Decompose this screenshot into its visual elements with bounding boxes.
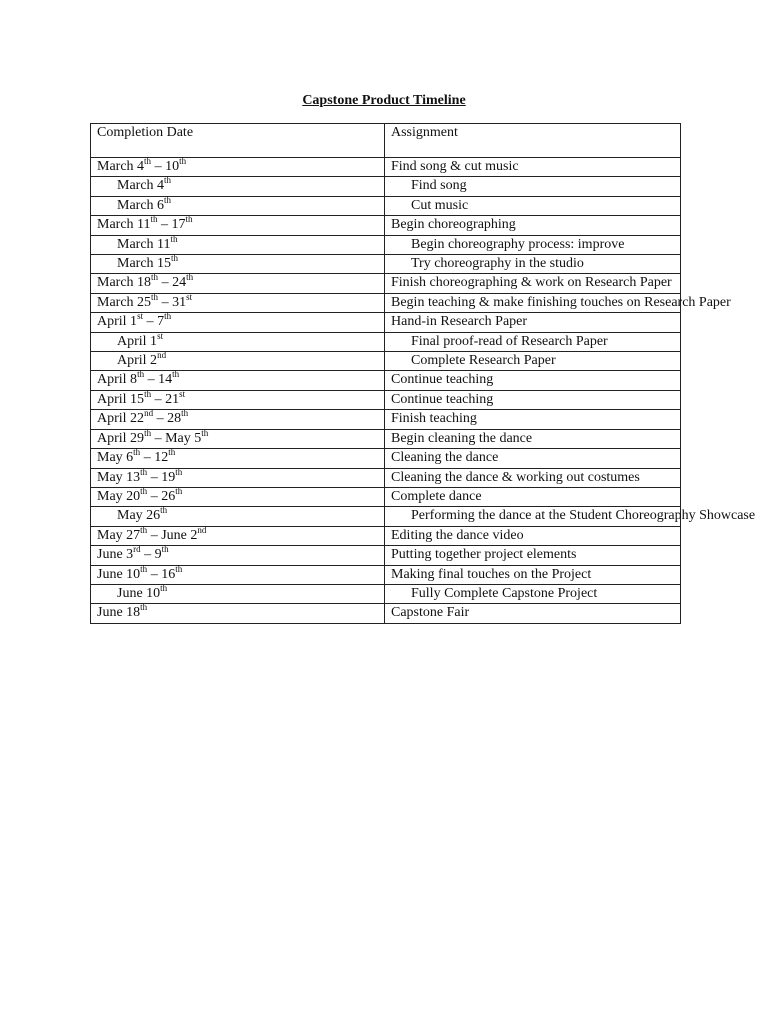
- table-header-row: [91, 124, 681, 158]
- timeline-body: [91, 124, 756, 624]
- completion-date-cell: [91, 584, 385, 603]
- date-ordinal-suffix: st: [186, 291, 193, 302]
- assignment-cell: Fully Complete Capstone Project: [385, 584, 681, 603]
- table-row-subtask: [91, 332, 681, 351]
- table-row-subtask: [91, 352, 681, 371]
- date-text: May 13: [97, 469, 141, 485]
- date-text: June 10: [97, 566, 141, 582]
- date-ordinal-suffix: th: [175, 466, 183, 477]
- assignment-cell: Continue teaching: [385, 371, 681, 390]
- date-text: June 3: [97, 547, 134, 563]
- date-text: – 24: [158, 275, 187, 291]
- date-text: March 4: [97, 159, 145, 174]
- date-text: – 21: [151, 391, 180, 407]
- date-ordinal-suffix: st: [137, 311, 144, 322]
- assignment-cell: Begin choreographing: [385, 216, 681, 235]
- date-text: March 18: [97, 275, 152, 291]
- date-text: June 10: [117, 585, 161, 601]
- assignment-cell: Continue teaching: [385, 390, 681, 409]
- table-row: [91, 158, 681, 177]
- table-row: [91, 468, 681, 487]
- assignment-cell: Cut music: [385, 196, 681, 215]
- table-row: [91, 216, 681, 235]
- date-ordinal-suffix: th: [133, 447, 141, 458]
- assignment-cell: Performing the dance at the Student Choreography Showcase: [385, 507, 681, 526]
- date-ordinal-suffix: th: [137, 369, 145, 380]
- date-text: April 29: [97, 430, 145, 446]
- date-ordinal-suffix: st: [157, 330, 164, 341]
- table-row: [91, 546, 681, 565]
- date-text: April 2: [117, 353, 158, 369]
- completion-date-cell: [91, 274, 385, 293]
- date-ordinal-suffix: th: [161, 544, 169, 555]
- date-ordinal-suffix: th: [171, 253, 179, 264]
- date-ordinal-suffix: th: [160, 582, 168, 593]
- table-row-subtask: [91, 255, 681, 274]
- date-text: – 7: [143, 314, 165, 330]
- completion-date-cell: [91, 507, 385, 526]
- date-text: March 4: [117, 178, 165, 194]
- table-row-subtask: [91, 584, 681, 603]
- date-ordinal-suffix: th: [179, 156, 187, 166]
- assignment-cell: Cleaning the dance: [385, 449, 681, 468]
- page-title: Capstone Product Timeline: [302, 93, 466, 108]
- table-row-subtask: [91, 177, 681, 196]
- date-ordinal-suffix: th: [175, 563, 183, 574]
- assignment-cell: Begin choreography process: improve: [385, 235, 681, 254]
- table-row: [91, 487, 681, 506]
- completion-date-cell: [91, 449, 385, 468]
- completion-date-cell: [91, 371, 385, 390]
- date-ordinal-suffix: th: [160, 505, 168, 516]
- completion-date-cell: [91, 468, 385, 487]
- table-row-subtask: [91, 196, 681, 215]
- assignment-cell: Begin cleaning the dance: [385, 429, 681, 448]
- header-completion-date: Completion Date: [91, 124, 385, 158]
- timeline-table: [90, 123, 756, 624]
- date-ordinal-suffix: th: [144, 427, 152, 438]
- date-ordinal-suffix: th: [144, 388, 152, 399]
- assignment-cell: Putting together project elements: [385, 546, 681, 565]
- completion-date-cell: [91, 546, 385, 565]
- date-text: May 27: [97, 527, 141, 543]
- date-ordinal-suffix: th: [201, 427, 209, 438]
- date-ordinal-suffix: th: [140, 485, 148, 496]
- completion-date-cell: [91, 332, 385, 351]
- completion-date-cell: [91, 390, 385, 409]
- date-text: May 6: [97, 450, 134, 466]
- completion-date-cell: [91, 429, 385, 448]
- date-text: – 31: [158, 294, 187, 310]
- table-row: [91, 390, 681, 409]
- date-ordinal-suffix: st: [179, 388, 186, 399]
- date-ordinal-suffix: nd: [197, 524, 207, 535]
- date-ordinal-suffix: th: [140, 466, 148, 477]
- date-text: – 14: [144, 372, 173, 388]
- assignment-cell: Complete Research Paper: [385, 352, 681, 371]
- date-text: – June 2: [147, 527, 198, 543]
- assignment-cell: Begin teaching & make finishing touches on Research Paper: [385, 293, 681, 312]
- date-text: April 22: [97, 411, 145, 427]
- date-text: March 6: [117, 197, 165, 213]
- completion-date-cell: [91, 352, 385, 371]
- date-text: March 25: [97, 294, 152, 310]
- date-text: April 15: [97, 391, 145, 407]
- table-row: [91, 313, 681, 332]
- date-text: June 18: [97, 605, 141, 621]
- date-ordinal-suffix: th: [164, 311, 172, 322]
- date-text: March 15: [117, 256, 172, 272]
- completion-date-cell: [91, 177, 385, 196]
- assignment-cell: Hand-in Research Paper: [385, 313, 681, 332]
- table-row: [91, 371, 681, 390]
- completion-date-cell: [91, 565, 385, 584]
- date-text: – 28: [153, 411, 182, 427]
- completion-date-cell: [91, 526, 385, 545]
- date-ordinal-suffix: th: [168, 447, 176, 458]
- completion-date-cell: [91, 255, 385, 274]
- date-ordinal-suffix: rd: [133, 544, 141, 555]
- date-ordinal-suffix: th: [185, 214, 193, 225]
- table-row: [91, 410, 681, 429]
- assignment-cell: Editing the dance video: [385, 526, 681, 545]
- date-ordinal-suffix: th: [151, 272, 159, 283]
- assignment-cell: Capstone Fair: [385, 604, 681, 623]
- date-ordinal-suffix: th: [175, 485, 183, 496]
- date-ordinal-suffix: nd: [144, 408, 154, 419]
- completion-date-cell: [91, 293, 385, 312]
- completion-date-cell: [91, 313, 385, 332]
- completion-date-cell: [91, 158, 385, 177]
- assignment-cell: Find song: [385, 177, 681, 196]
- table-row-subtask: [91, 235, 681, 254]
- completion-date-cell: [91, 487, 385, 506]
- date-ordinal-suffix: th: [186, 272, 194, 283]
- table-row: [91, 604, 681, 623]
- date-text: – May 5: [151, 430, 202, 446]
- table-row: [91, 526, 681, 545]
- table-row: [91, 293, 681, 312]
- assignment-cell: Final proof-read of Research Paper: [385, 332, 681, 351]
- table-row: [91, 449, 681, 468]
- assignment-cell: Find song & cut music: [385, 158, 681, 177]
- date-ordinal-suffix: nd: [157, 350, 167, 361]
- date-ordinal-suffix: th: [144, 156, 152, 166]
- date-text: – 26: [147, 488, 176, 504]
- header-assignment: Assignment: [385, 124, 681, 158]
- date-ordinal-suffix: th: [151, 291, 159, 302]
- date-text: May 26: [117, 508, 161, 524]
- table-row: [91, 274, 681, 293]
- date-ordinal-suffix: th: [164, 175, 172, 186]
- completion-date-cell: [91, 196, 385, 215]
- date-text: – 9: [140, 547, 162, 563]
- table-row: [91, 429, 681, 448]
- date-ordinal-suffix: th: [140, 524, 148, 535]
- date-text: – 10: [151, 159, 180, 174]
- assignment-cell: Complete dance: [385, 487, 681, 506]
- date-ordinal-suffix: th: [170, 233, 178, 244]
- date-text: May 20: [97, 488, 141, 504]
- date-ordinal-suffix: th: [140, 563, 148, 574]
- table-row-subtask: [91, 507, 681, 526]
- date-text: April 1: [117, 333, 158, 349]
- date-text: – 16: [147, 566, 176, 582]
- date-text: March 11: [117, 236, 171, 252]
- table-row: [91, 565, 681, 584]
- date-ordinal-suffix: th: [164, 194, 172, 205]
- assignment-cell: Finish teaching: [385, 410, 681, 429]
- date-text: April 1: [97, 314, 138, 330]
- date-ordinal-suffix: th: [172, 369, 180, 380]
- assignment-cell: Cleaning the dance & working out costumes: [385, 468, 681, 487]
- date-text: – 19: [147, 469, 176, 485]
- date-ordinal-suffix: th: [150, 214, 158, 225]
- date-text: April 8: [97, 372, 138, 388]
- completion-date-cell: [91, 235, 385, 254]
- assignment-cell: Try choreography in the studio: [385, 255, 681, 274]
- date-ordinal-suffix: th: [181, 408, 189, 419]
- date-text: – 12: [140, 450, 169, 466]
- date-ordinal-suffix: th: [140, 602, 148, 613]
- completion-date-cell: [91, 410, 385, 429]
- date-text: March 11: [97, 217, 151, 233]
- completion-date-cell: [91, 216, 385, 235]
- date-text: – 17: [157, 217, 186, 233]
- completion-date-cell: [91, 604, 385, 623]
- assignment-cell: Finish choreographing & work on Research Paper: [385, 274, 681, 293]
- assignment-cell: Making final touches on the Project: [385, 565, 681, 584]
